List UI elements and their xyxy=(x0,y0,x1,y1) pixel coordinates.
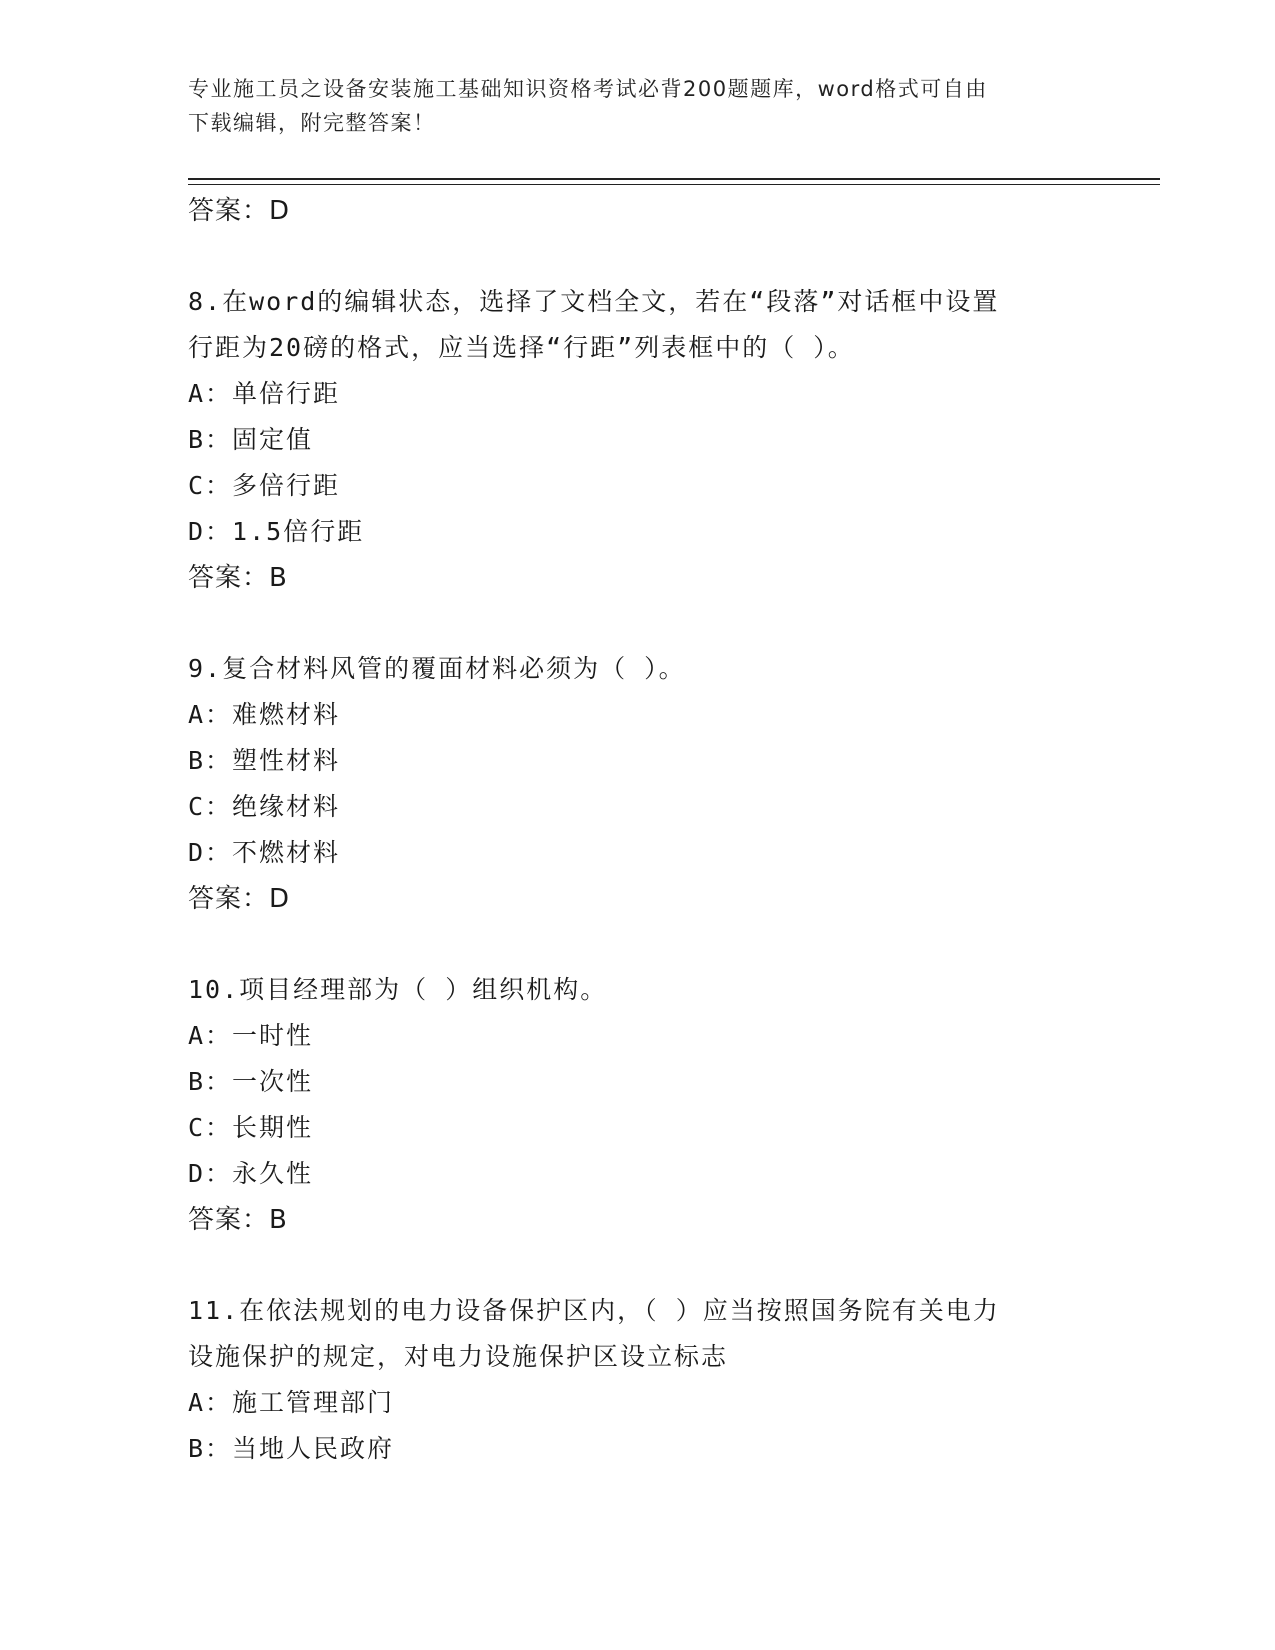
question-text: 行距为20磅的格式，应当选择“行距”列表框中的（ ）。 xyxy=(188,333,855,362)
answer-line: 答案：D xyxy=(188,196,291,226)
option-b: B：一次性 xyxy=(188,1067,314,1096)
header-line: 下载编辑，附完整答案！ xyxy=(188,111,436,135)
question-text: 8.在word的编辑状态，选择了文档全文，若在“段落”对话框中设置 xyxy=(188,287,1000,316)
page-header xyxy=(188,72,1088,140)
question-block-10 xyxy=(188,967,1148,1243)
option-d: D：永久性 xyxy=(188,1159,314,1188)
option-a: A：难燃材料 xyxy=(188,700,341,729)
header-divider-thin xyxy=(188,184,1160,185)
question-list xyxy=(188,188,1148,1472)
question-text: 9.复合材料风管的覆面材料必须为（ ）。 xyxy=(188,654,686,683)
header-line: 专业施工员之设备安装施工基础知识资格考试必背200题题库，word格式可自由 xyxy=(188,77,988,101)
question-block-11 xyxy=(188,1288,1148,1472)
question-text: 设施保护的规定，对电力设施保护区设立标志 xyxy=(188,1342,729,1371)
option-d: D：不燃材料 xyxy=(188,838,341,867)
answer-line: 答案：B xyxy=(188,563,288,593)
question-block-8 xyxy=(188,279,1148,601)
option-b: B：固定值 xyxy=(188,425,314,454)
question-text: 11.在依法规划的电力设备保护区内，（ ）应当按照国务院有关电力 xyxy=(188,1296,1000,1325)
option-c: C：绝缘材料 xyxy=(188,792,341,821)
question-text: 10.项目经理部为（ ）组织机构。 xyxy=(188,975,608,1004)
option-d: D：1.5倍行距 xyxy=(188,517,365,546)
option-b: B：塑性材料 xyxy=(188,746,341,775)
option-c: C：长期性 xyxy=(188,1113,314,1142)
option-a: A：一时性 xyxy=(188,1021,314,1050)
answer-line: 答案：B xyxy=(188,1205,288,1235)
header-divider xyxy=(188,178,1160,180)
answer-line: 答案：D xyxy=(188,884,291,914)
option-a: A：施工管理部门 xyxy=(188,1388,395,1417)
option-b: B：当地人民政府 xyxy=(188,1434,395,1463)
option-c: C：多倍行距 xyxy=(188,471,341,500)
question-block-9 xyxy=(188,646,1148,922)
option-a: A：单倍行距 xyxy=(188,379,341,408)
